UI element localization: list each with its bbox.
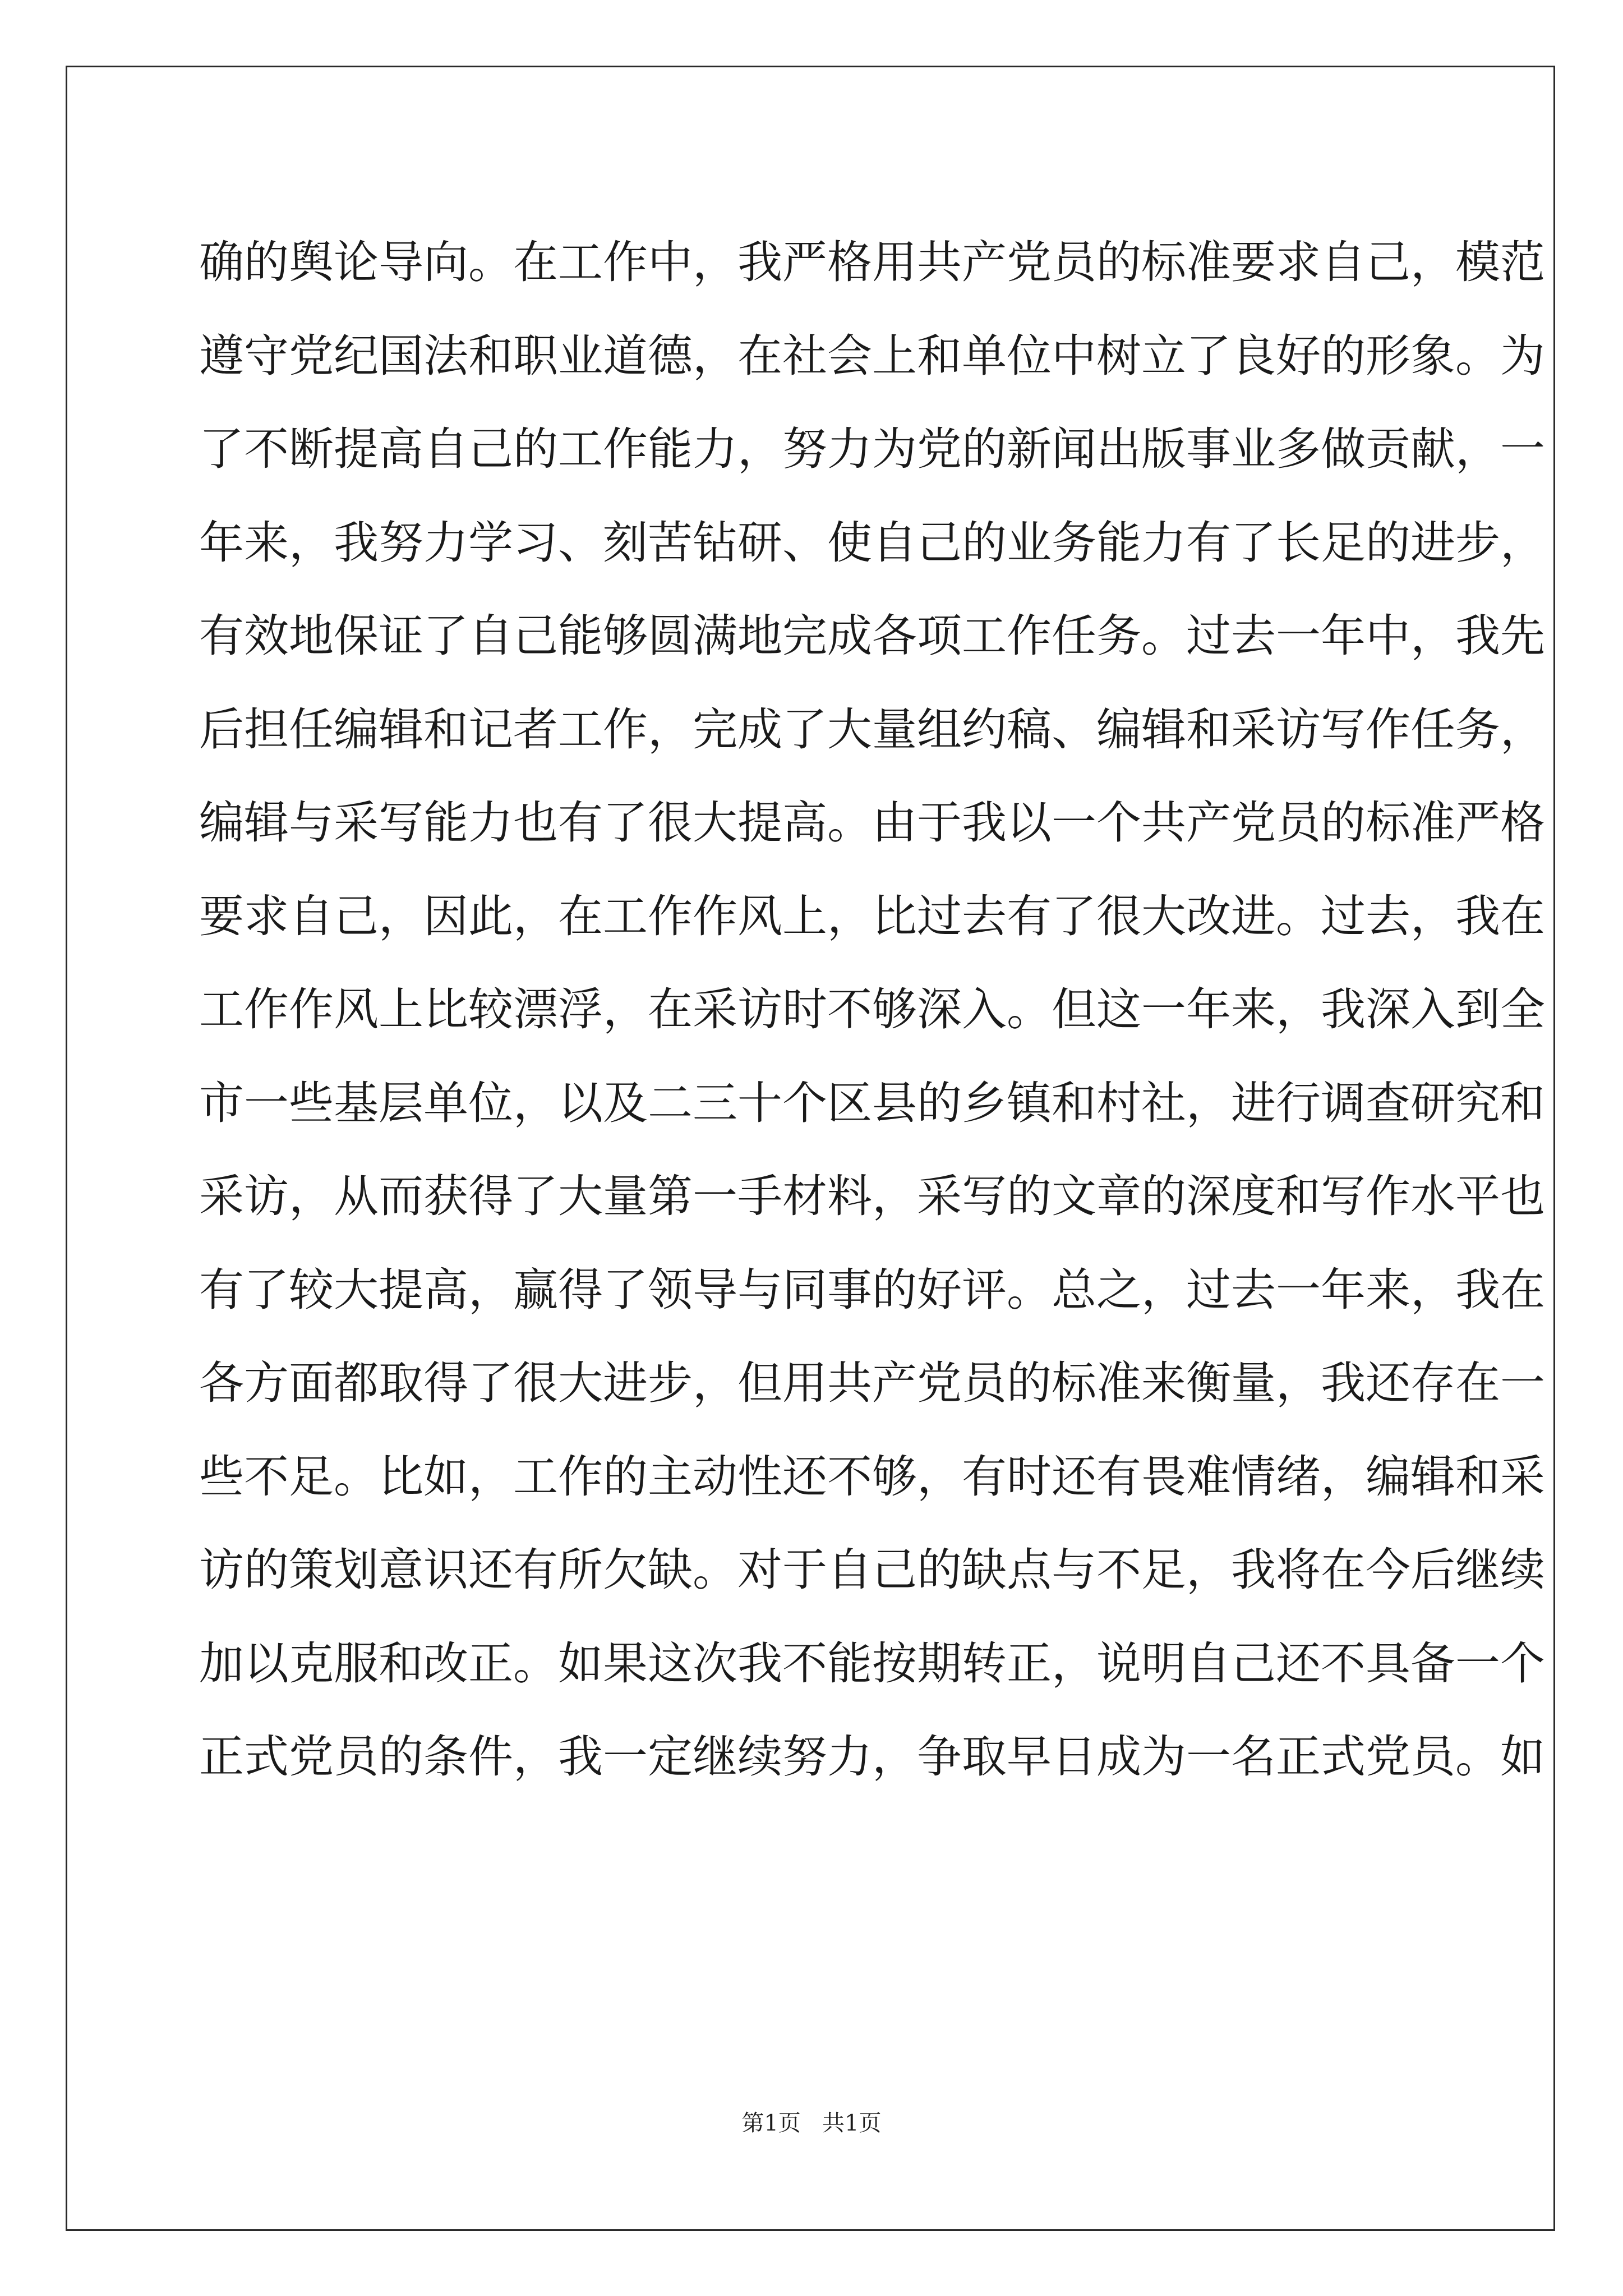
- text-line: 访的策划意识还有所欠缺。对于自己的缺点与不足，我将在今后继续: [199, 1544, 1545, 1596]
- text-line: 年来，我努力学习、刻苦钻研、使自己的业务能力有了长足的进步，: [199, 516, 1545, 569]
- text-line: 些不足。比如，工作的主动性还不够，有时还有畏难情绪，编辑和采: [199, 1450, 1545, 1503]
- text-line: 有效地保证了自己能够圆满地完成各项工作任务。过去一年中，我先: [199, 610, 1545, 662]
- text-line: 市一些基层单位，以及二三十个区县的乡镇和村社，进行调查研究和: [199, 1076, 1545, 1129]
- text-line: 确的舆论导向。在工作中，我严格用共产党员的标准要求自己，模范: [199, 236, 1545, 288]
- page-indicator: 第1页 共1页: [741, 2110, 882, 2136]
- text-line: 了不断提高自己的工作能力，努力为党的新闻出版事业多做贡献，一: [199, 423, 1545, 475]
- text-line: 编辑与采写能力也有了很大提高。由于我以一个共产党员的标准严格: [199, 797, 1545, 849]
- text-line: 遵守党纪国法和职业道德，在社会上和单位中树立了良好的形象。为: [199, 329, 1545, 382]
- text-line: 要求自己，因此，在工作作风上，比过去有了很大改进。过去，我在: [199, 890, 1545, 942]
- text-line: 采访，从而获得了大量第一手材料，采写的文章的深度和写作水平也: [199, 1170, 1545, 1222]
- text-line: 后担任编辑和记者工作，完成了大量组约稿、编辑和采访写作任务，: [199, 703, 1545, 756]
- text-line: 加以克服和改正。如果这次我不能按期转正，说明自己还不具备一个: [199, 1637, 1545, 1690]
- document-body: [199, 216, 1545, 1804]
- text-line: 各方面都取得了很大进步，但用共产党员的标准来衡量，我还存在一: [199, 1357, 1545, 1409]
- page-footer: [0, 2106, 1623, 2140]
- text-line: 正式党员的条件，我一定继续努力，争取早日成为一名正式党员。如: [199, 1731, 1545, 1783]
- text-line: 有了较大提高，赢得了领导与同事的好评。总之，过去一年来，我在: [199, 1263, 1545, 1316]
- text-line: 工作作风上比较漂浮，在采访时不够深入。但这一年来，我深入到全: [199, 983, 1545, 1036]
